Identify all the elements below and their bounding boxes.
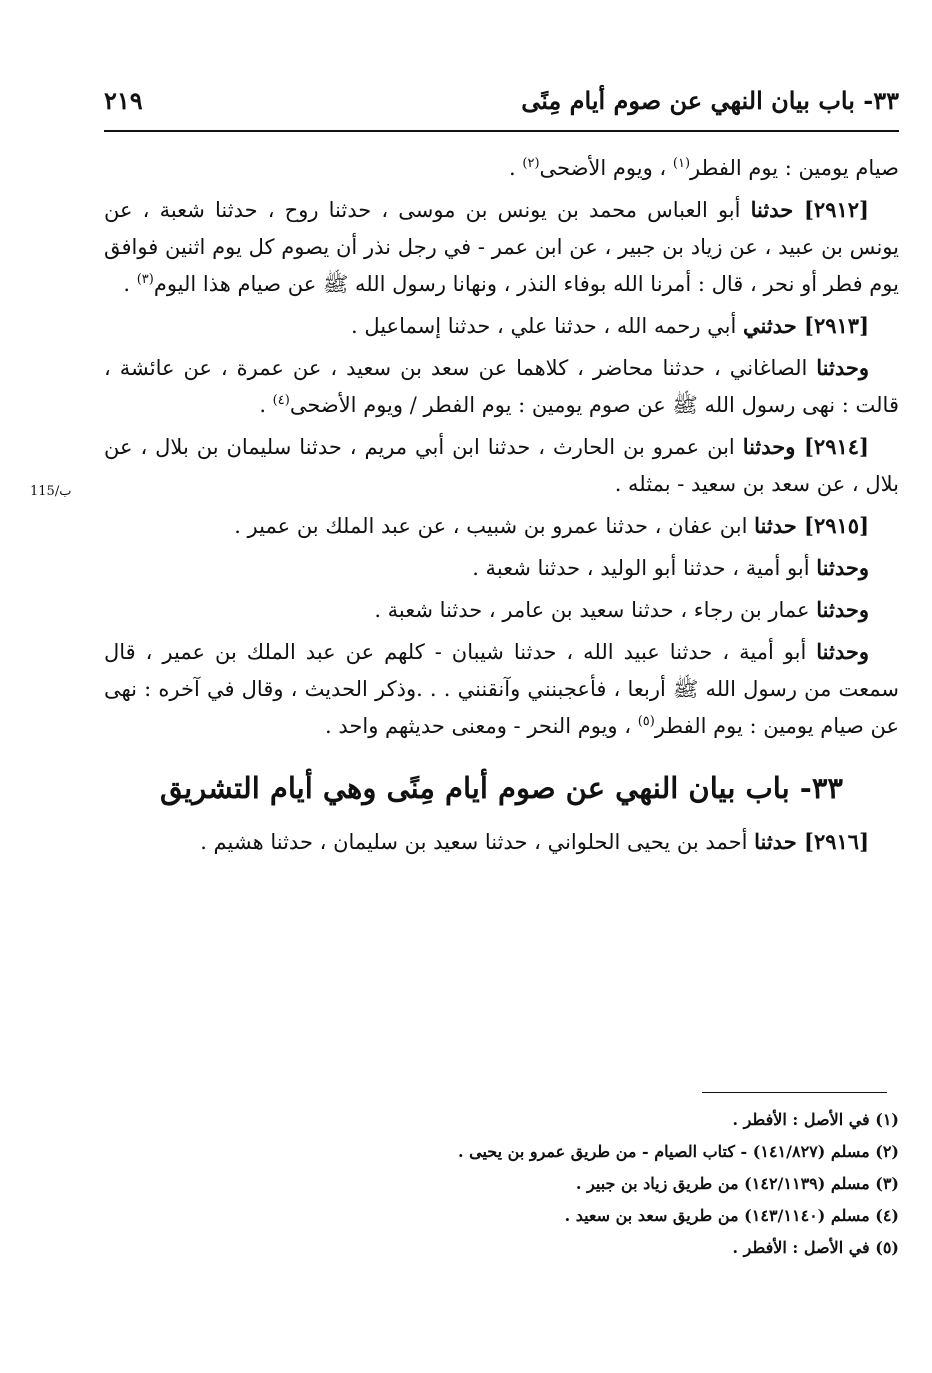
footnote: (٥) في الأصل : الأفطر .: [732, 1238, 899, 1257]
hadith-text: أحمد بن يحيى الحلواني ، حدثنا سعيد بن سليمان ، حدثنا هشيم .: [200, 830, 755, 854]
hadith-text: ، ويوم الأضحى: [539, 156, 673, 180]
hadith-text: ابن عمرو بن الحارث ، حدثنا ابن أبي مريم ، حدثنا سليمان بن بلال ، عن بلال ، عن سعد بن سعيد - بمثله .: [104, 435, 899, 496]
hadith-lead: [٢٩١٤] وحدثنا: [742, 434, 869, 459]
hadith-paragraph: [104, 191, 899, 303]
main-text: [104, 150, 899, 865]
hadith-paragraph: [104, 549, 899, 587]
footnote: (١) في الأصل : الأفطر .: [732, 1110, 899, 1129]
footnote-rule: [702, 1092, 887, 1093]
section-title: ٣٣- باب بيان النهي عن صوم أيام مِنًى وهي أيام التشريق: [160, 771, 843, 805]
page-number: ٢١٩: [104, 85, 143, 115]
hadith-lead: وحدثنا: [816, 639, 869, 664]
hadith-text: أبو أمية ، حدثنا عبيد الله ، حدثنا شيبان - كلهم عن عبد الملك بن عمير ، قال سمعت من رسول الله ﷺ أربعا ، فأعجبنني وآنقنني . . .وذكر الحديث ، وقال في آخره : نهى عن صيام يومين : يوم الفطر: [104, 640, 899, 738]
hadith-paragraph: [104, 150, 899, 187]
footnote-ref: (١): [672, 156, 691, 171]
footnote: (٣) مسلم (١٤٢/١١٣٩) من طريق زياد بن جبير .: [575, 1174, 899, 1193]
footnote-ref: (٢): [522, 156, 540, 171]
hadith-lead: [٢٩١٦] حدثنا: [754, 829, 869, 854]
running-title: ٣٣- باب بيان النهي عن صوم أيام مِنًى: [521, 85, 899, 115]
footnote-ref: (٤): [272, 393, 290, 408]
hadith-paragraph: [104, 307, 899, 345]
hadith-text: أبو العباس محمد بن يونس بن موسى ، حدثنا روح ، حدثنا شعبة ، عن يونس بن عبيد ، عن زياد بن جبير ، عن ابن عمر - في رجل نذر أن يصوم كل يوم اثنين فوافق يوم فطر أو نحر ، قال : أمرنا الله بوفاء النذر ، ونهانا رسول الله ﷺ عن صيام هذا اليوم: [104, 198, 899, 296]
header-rule: [104, 130, 899, 132]
hadith-text: أبو أمية ، حدثنا أبو الوليد ، حدثنا شعبة .: [472, 556, 817, 580]
hadith-paragraph: [104, 633, 899, 745]
hadith-paragraph: [104, 591, 899, 629]
hadith-text: .: [259, 393, 273, 417]
hadith-paragraphs: [104, 150, 899, 745]
footnote-ref: (٣): [136, 272, 154, 287]
footnotes: [104, 1104, 899, 1264]
hadith-text: صيام يومين : يوم الفطر: [690, 156, 899, 180]
hadith-lead: [٢٩١٥] حدثنا: [754, 513, 869, 538]
hadith-text: عمار بن رجاء ، حدثنا سعيد بن عامر ، حدثنا شعبة .: [374, 598, 817, 622]
margin-folio-note: 115/ب: [30, 484, 72, 499]
hadith-lead: وحدثنا: [816, 597, 869, 622]
hadith-lead: [٢٩١٣] حدثني: [743, 313, 869, 338]
hadith-text: ، ويوم النحر - ومعنى حديثهم واحد .: [325, 714, 638, 738]
footnote: (٤) مسلم (١٤٣/١١٤٠) من طريق سعد بن سعيد .: [564, 1206, 899, 1225]
hadith-paragraph: [104, 428, 899, 503]
hadith-text: الصاغاني ، حدثنا محاضر ، كلاهما عن سعد بن سعيد ، عن عمرة ، عن عائشة ، قالت : نهى رسول الله ﷺ عن صوم يومين : يوم الفطر / ويوم الأضحى: [104, 356, 899, 417]
hadith-text: ابن عفان ، حدثنا عمرو بن شبيب ، عن عبد الملك بن عمير .: [234, 514, 755, 538]
page-header: [104, 74, 899, 126]
hadith-paragraph: [104, 507, 899, 545]
footnote: (٢) مسلم (١٤١/٨٢٧) - كتاب الصيام - من طريق عمرو بن يحيى .: [457, 1142, 899, 1161]
hadith-lead: وحدثنا: [816, 555, 869, 580]
hadith-lead: وحدثنا: [816, 355, 869, 380]
hadith-text: .: [123, 272, 137, 296]
hadith-lead: [٢٩١٢] حدثنا: [750, 197, 869, 222]
hadith-paragraph: [104, 349, 899, 424]
hadith-text: .: [509, 156, 523, 180]
hadith-text: أبي رحمه الله ، حدثنا علي ، حدثنا إسماعيل .: [350, 314, 743, 338]
hadith-paragraph-last: [104, 823, 899, 861]
footnote-ref: (٥): [637, 714, 655, 729]
